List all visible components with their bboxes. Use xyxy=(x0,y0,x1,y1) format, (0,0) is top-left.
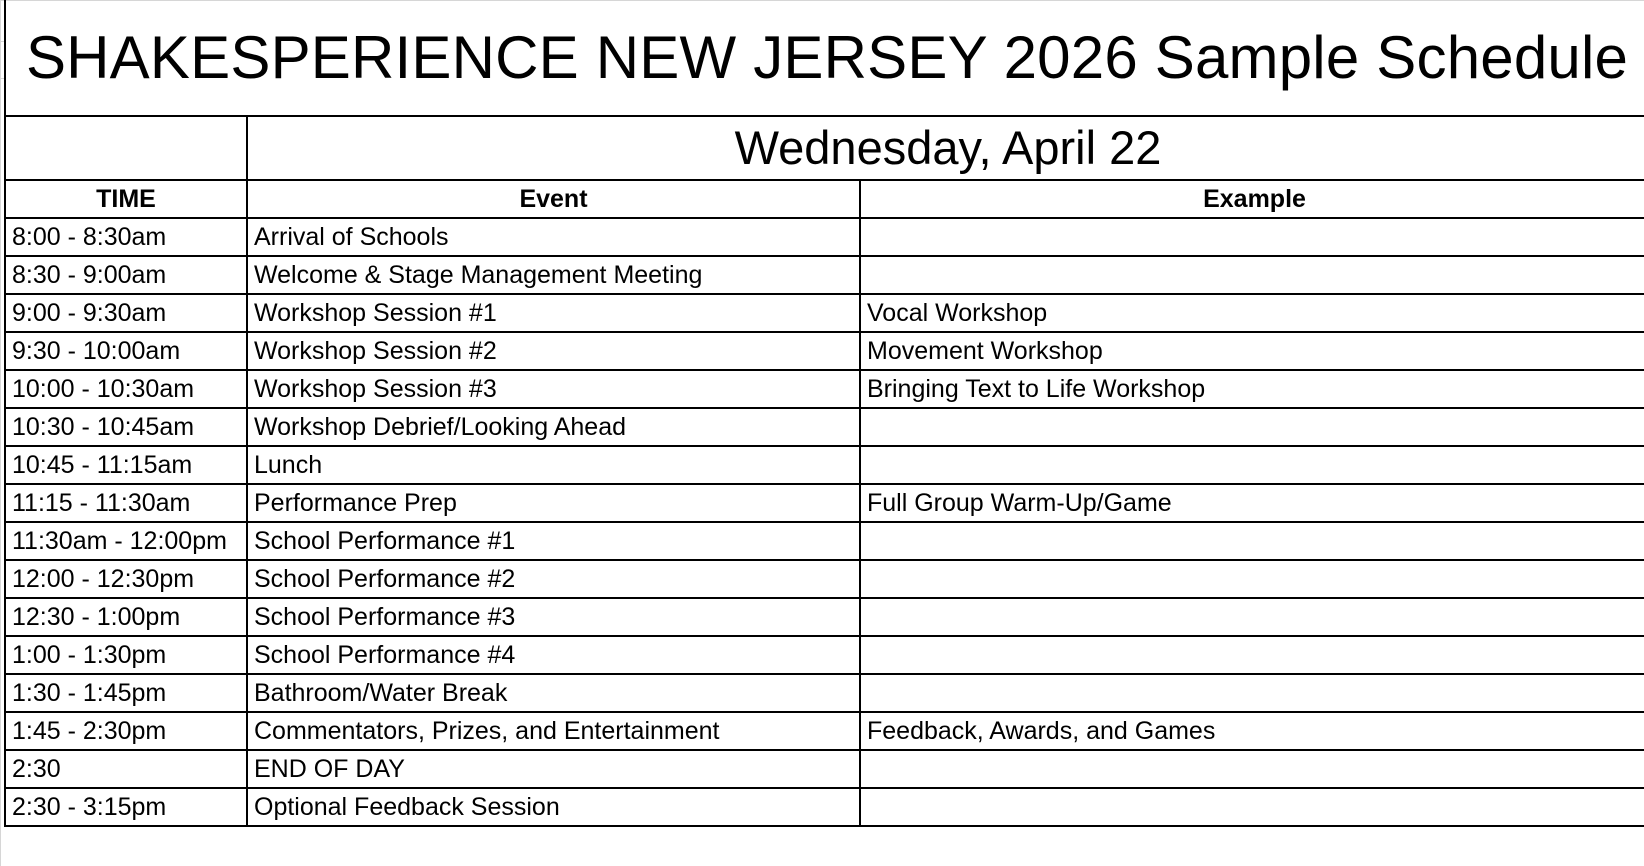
table-row xyxy=(5,788,1644,826)
title-row xyxy=(5,0,1644,116)
time-cell[interactable]: 1:30 - 1:45pm xyxy=(5,674,247,712)
table-row xyxy=(5,636,1644,674)
example-cell[interactable]: Movement Workshop xyxy=(860,332,1644,370)
column-header-row xyxy=(5,180,1644,218)
table-row xyxy=(5,446,1644,484)
example-cell[interactable] xyxy=(860,750,1644,788)
event-cell[interactable]: Commentators, Prizes, and Entertainment xyxy=(247,712,860,750)
example-cell[interactable] xyxy=(860,218,1644,256)
event-cell[interactable]: END OF DAY xyxy=(247,750,860,788)
example-cell[interactable]: Bringing Text to Life Workshop xyxy=(860,370,1644,408)
example-cell[interactable] xyxy=(860,674,1644,712)
event-cell[interactable]: Workshop Session #2 xyxy=(247,332,860,370)
time-cell[interactable]: 10:30 - 10:45am xyxy=(5,408,247,446)
time-cell[interactable]: 1:45 - 2:30pm xyxy=(5,712,247,750)
example-cell[interactable] xyxy=(860,788,1644,826)
table-row xyxy=(5,408,1644,446)
event-cell[interactable]: School Performance #4 xyxy=(247,636,860,674)
time-cell[interactable]: 10:45 - 11:15am xyxy=(5,446,247,484)
example-cell[interactable]: Full Group Warm-Up/Game xyxy=(860,484,1644,522)
table-row xyxy=(5,712,1644,750)
event-cell[interactable]: School Performance #3 xyxy=(247,598,860,636)
event-cell[interactable]: Bathroom/Water Break xyxy=(247,674,860,712)
table-row xyxy=(5,674,1644,712)
event-cell[interactable]: Optional Feedback Session xyxy=(247,788,860,826)
time-cell[interactable]: 12:00 - 12:30pm xyxy=(5,560,247,598)
event-cell[interactable]: Workshop Debrief/Looking Ahead xyxy=(247,408,860,446)
date-row xyxy=(5,116,1644,180)
time-cell[interactable]: 8:00 - 8:30am xyxy=(5,218,247,256)
time-cell[interactable]: 9:00 - 9:30am xyxy=(5,294,247,332)
schedule-table xyxy=(4,0,1644,827)
time-cell[interactable]: 2:30 - 3:15pm xyxy=(5,788,247,826)
table-row xyxy=(5,218,1644,256)
example-cell[interactable] xyxy=(860,522,1644,560)
table-row xyxy=(5,370,1644,408)
time-cell[interactable]: 2:30 xyxy=(5,750,247,788)
blank-cell[interactable] xyxy=(5,116,247,180)
example-cell[interactable]: Feedback, Awards, and Games xyxy=(860,712,1644,750)
table-row xyxy=(5,294,1644,332)
date-heading[interactable]: Wednesday, April 22 xyxy=(247,116,1644,180)
page-title[interactable]: SHAKESPERIENCE NEW JERSEY 2026 Sample Schedule xyxy=(5,0,1644,116)
table-row xyxy=(5,256,1644,294)
event-cell[interactable]: Workshop Session #1 xyxy=(247,294,860,332)
table-row xyxy=(5,750,1644,788)
event-cell[interactable]: School Performance #2 xyxy=(247,560,860,598)
time-cell[interactable]: 12:30 - 1:00pm xyxy=(5,598,247,636)
time-cell[interactable]: 11:30am - 12:00pm xyxy=(5,522,247,560)
event-column-header[interactable]: Event xyxy=(247,180,860,218)
time-cell[interactable]: 8:30 - 9:00am xyxy=(5,256,247,294)
example-cell[interactable] xyxy=(860,446,1644,484)
example-column-header[interactable]: Example xyxy=(860,180,1644,218)
event-cell[interactable]: Welcome & Stage Management Meeting xyxy=(247,256,860,294)
gridline-left xyxy=(0,0,1,866)
time-cell[interactable]: 9:30 - 10:00am xyxy=(5,332,247,370)
example-cell[interactable] xyxy=(860,598,1644,636)
table-row xyxy=(5,560,1644,598)
table-row xyxy=(5,484,1644,522)
event-cell[interactable]: Workshop Session #3 xyxy=(247,370,860,408)
time-cell[interactable]: 11:15 - 11:30am xyxy=(5,484,247,522)
time-column-header[interactable]: TIME xyxy=(5,180,247,218)
table-row xyxy=(5,598,1644,636)
event-cell[interactable]: Lunch xyxy=(247,446,860,484)
time-cell[interactable]: 1:00 - 1:30pm xyxy=(5,636,247,674)
event-cell[interactable]: School Performance #1 xyxy=(247,522,860,560)
time-cell[interactable]: 10:00 - 10:30am xyxy=(5,370,247,408)
table-row xyxy=(5,522,1644,560)
example-cell[interactable]: Vocal Workshop xyxy=(860,294,1644,332)
example-cell[interactable] xyxy=(860,636,1644,674)
event-cell[interactable]: Arrival of Schools xyxy=(247,218,860,256)
event-cell[interactable]: Performance Prep xyxy=(247,484,860,522)
example-cell[interactable] xyxy=(860,560,1644,598)
example-cell[interactable] xyxy=(860,408,1644,446)
table-row xyxy=(5,332,1644,370)
example-cell[interactable] xyxy=(860,256,1644,294)
